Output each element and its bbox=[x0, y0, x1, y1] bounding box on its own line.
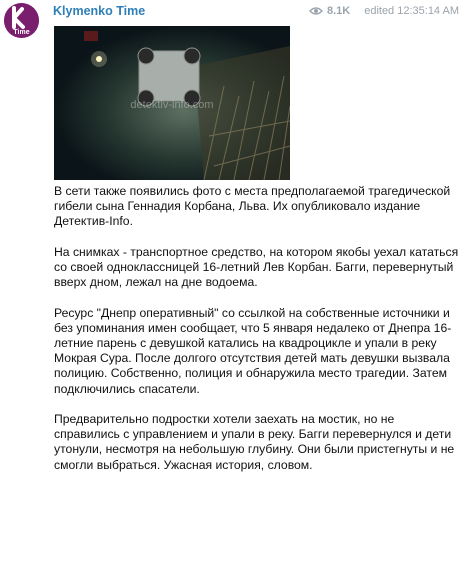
post-header bbox=[53, 3, 459, 21]
post-paragraph: В сети также появились фото с места предполагаемой трагедической гибели сына Геннадия Корбана, Льва. Их опубликовало издание Детектив-Info. bbox=[54, 184, 451, 229]
post-photo[interactable] bbox=[54, 26, 290, 180]
view-count: 8.1K bbox=[326, 5, 351, 17]
post-paragraph: Предварительно подростки хотели заехать на мостик, но не справились с управлением и упали в реку. Багги перевернулся и дети утонули, несмотря на небольшую глубину. Они были пристегнуты и не смогли выбраться. Ужасная история, словом. bbox=[54, 412, 455, 472]
post-paragraph: На снимках - транспортное средство, на котором якобы уехал кататься со своей одноклассницей 16-летний Лев Корбан. Багги, перевернутый вверх дном, лежал на дне водоема. bbox=[54, 244, 459, 290]
post-meta bbox=[309, 5, 459, 17]
photo-image bbox=[54, 26, 290, 180]
avatar-text: Time bbox=[13, 29, 30, 36]
channel-avatar[interactable] bbox=[4, 3, 39, 38]
eye-icon bbox=[309, 6, 323, 16]
channel-logo-icon bbox=[4, 3, 39, 38]
channel-name[interactable]: Klymenko Time bbox=[53, 4, 146, 18]
post-paragraph: Ресурс "Днепр оперативный" со ссылкой на собственные источники и без упоминания имен сообщает, что 5 января недалеко от Днепра 16-летние парень с девушкой катались на квадроцикле и упали в реку Мокрая Сура. После долгого отсутствия детей мать девушки вызвала полицию. Собственно, полиция и обнаружила место трагедии. Затем подключились спасатели. bbox=[54, 305, 452, 396]
edited-timestamp: edited 12:35:14 AM bbox=[364, 5, 459, 17]
photo-watermark: detektiv-info.com bbox=[130, 99, 214, 111]
post-text bbox=[54, 184, 459, 488]
